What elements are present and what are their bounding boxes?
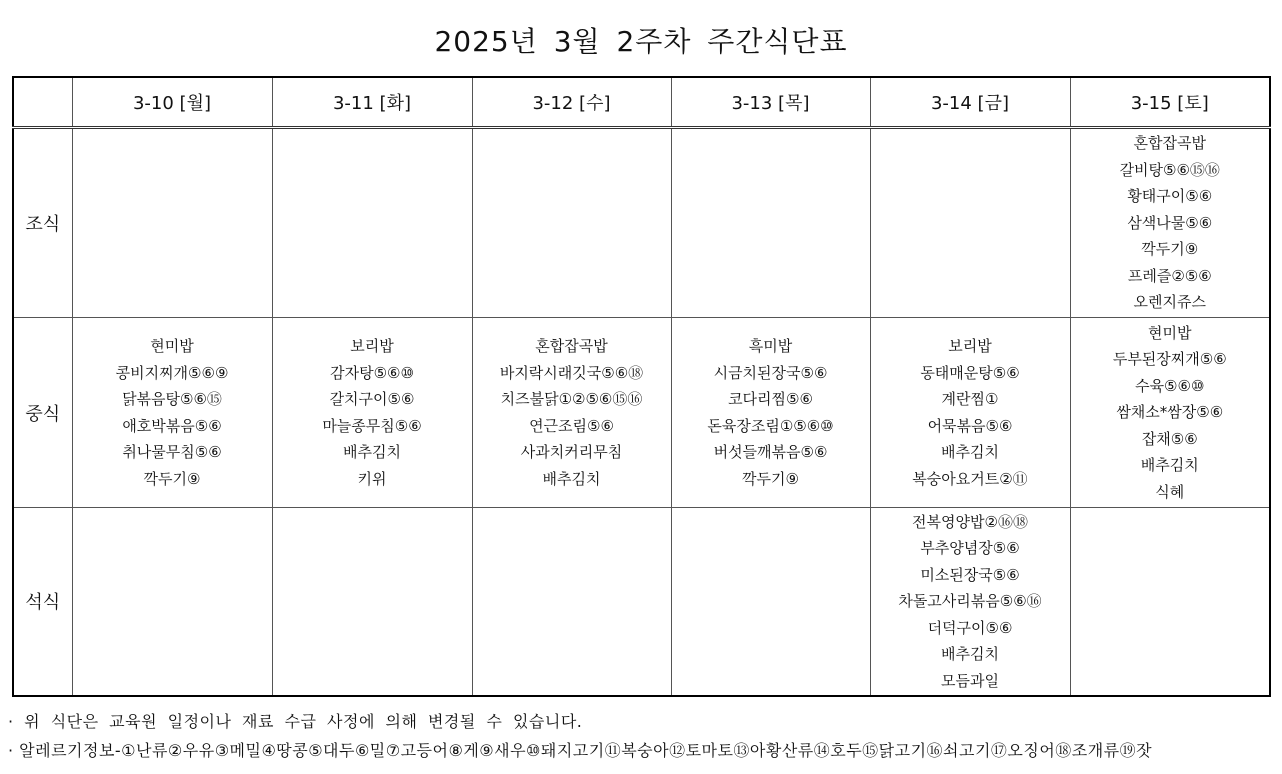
menu-cell xyxy=(72,508,272,696)
corner-cell xyxy=(13,77,72,128)
menu-item: 혼합잡곡밥 xyxy=(535,337,608,355)
menu-item: 오렌지쥬스 xyxy=(1133,293,1206,312)
menu-item: 연근조림⑤⑥ xyxy=(529,416,614,435)
meal-row-lunch xyxy=(13,318,1270,508)
menu-cell xyxy=(671,508,870,696)
menu-cell xyxy=(72,128,272,318)
day-header: 3-12 [수] xyxy=(472,77,671,128)
menu-cell xyxy=(1070,318,1270,508)
menu-cell xyxy=(472,318,671,508)
menu-item: 깍두기⑨ xyxy=(1141,240,1199,259)
menu-cell xyxy=(472,128,671,318)
menu-item: 취나물무침⑤⑥ xyxy=(122,443,222,461)
menu-item: 키위 xyxy=(357,469,387,488)
menu-item: 깍두기⑨ xyxy=(742,469,799,488)
menu-item: 마늘종무침⑤⑥ xyxy=(322,416,422,435)
day-header: 3-10 [월] xyxy=(72,77,272,128)
day-header: 3-11 [화] xyxy=(272,77,472,128)
menu-item: 애호박볶음⑤⑥ xyxy=(122,416,222,435)
menu-item: 차돌고사리볶음⑤⑥⑯ xyxy=(898,592,1042,610)
menu-item: 닭볶음탕⑤⑥⑮ xyxy=(122,390,222,408)
menu-cell xyxy=(1070,128,1270,318)
day-header: 3-13 [목] xyxy=(671,77,870,128)
menu-cell xyxy=(272,508,472,696)
header-row xyxy=(13,77,1270,128)
menu-item: 삼색나물⑤⑥ xyxy=(1127,213,1213,232)
menu-item: 배추김치 xyxy=(1140,456,1199,475)
menu-cell xyxy=(72,318,272,508)
menu-item: 갈비탕⑤⑥⑮⑯ xyxy=(1119,160,1220,179)
menu-item: 식혜 xyxy=(1155,482,1185,501)
menu-cell xyxy=(671,318,870,508)
menu-item: 현미밥 xyxy=(150,337,194,355)
menu-item: 감자탕⑤⑥⑩ xyxy=(330,363,414,382)
meal-label: 조식 xyxy=(13,128,72,318)
menu-item: 보리밥 xyxy=(350,337,394,355)
day-header: 3-15 [토] xyxy=(1070,77,1270,128)
day-header: 3-14 [금] xyxy=(870,77,1070,128)
menu-cell xyxy=(870,318,1070,508)
menu-item: 배추김치 xyxy=(343,443,401,461)
menu-item: 황태구이⑤⑥ xyxy=(1127,187,1213,206)
menu-item: 시금치된장국⑤⑥ xyxy=(713,363,828,382)
menu-item: 수육⑤⑥⑩ xyxy=(1135,376,1205,395)
notes xyxy=(8,707,1152,765)
menu-item: 혼합잡곡밥 xyxy=(1133,134,1206,153)
menu-item: 갈치구이⑤⑥ xyxy=(329,390,415,408)
menu-item: 전복영양밥②⑯⑱ xyxy=(912,512,1028,531)
meal-label: 석식 xyxy=(13,508,72,696)
menu-item: 잡채⑤⑥ xyxy=(1141,429,1198,448)
menu-item: 사과치커리무침 xyxy=(520,443,623,461)
menu-item: 코다리찜⑤⑥ xyxy=(728,390,813,408)
menu-item: 바지락시래깃국⑤⑥⑱ xyxy=(499,363,644,382)
menu-item: 계란찜① xyxy=(941,390,999,408)
note-schedule-change: · 위 식단은 교육원 일정이나 재료 수급 사정에 의해 변경될 수 있습니다. xyxy=(8,712,583,731)
meal-row-breakfast xyxy=(13,128,1270,318)
menu-item: 흑미밥 xyxy=(748,337,793,355)
menu-item: 동태매운탕⑤⑥ xyxy=(920,363,1020,382)
menu-item: 쌈채소*쌈장⑤⑥ xyxy=(1116,403,1224,422)
menu-item: 배추김치 xyxy=(941,443,999,461)
meal-row-dinner xyxy=(13,508,1270,696)
menu-item: 치즈불닭①②⑤⑥⑮⑯ xyxy=(500,390,643,408)
menu-cell xyxy=(671,128,870,318)
weekly-menu-table xyxy=(12,76,1271,697)
page-title: 2025년 3월 2주차 주간식단표 xyxy=(434,25,848,58)
menu-cell xyxy=(272,318,472,508)
menu-item: 콩비지찌개⑤⑥⑨ xyxy=(115,363,229,382)
menu-cell xyxy=(870,128,1070,318)
menu-cell xyxy=(472,508,671,696)
menu-item: 두부된장찌개⑤⑥ xyxy=(1112,350,1227,369)
menu-item: 현미밥 xyxy=(1148,323,1192,342)
meal-label: 중식 xyxy=(13,318,72,508)
menu-item: 부추양념장⑤⑥ xyxy=(920,539,1020,557)
menu-item: 돈육장조림①⑤⑥⑩ xyxy=(707,416,834,435)
menu-item: 깍두기⑨ xyxy=(143,469,201,488)
menu-cell xyxy=(870,508,1070,696)
menu-item: 배추김치 xyxy=(542,469,601,488)
menu-item: 배추김치 xyxy=(941,645,999,663)
menu-item: 모듬과일 xyxy=(941,671,999,690)
menu-item: 버섯들깨볶음⑤⑥ xyxy=(713,443,828,461)
menu-cell xyxy=(272,128,472,318)
menu-item: 복숭아요거트②⑪ xyxy=(912,469,1028,488)
menu-item: 프레즐②⑤⑥ xyxy=(1127,266,1212,285)
menu-cell xyxy=(1070,508,1270,696)
menu-item: 더덕구이⑤⑥ xyxy=(927,618,1013,637)
menu-item: 보리밥 xyxy=(948,337,992,355)
note-allergy-info: · 알레르기정보-①난류②우유③메밀④땅콩⑤대두⑥밀⑦고등어⑧게⑨새우⑩돼지고기⑪복숭아⑫토마토⑬아황산류⑭호두⑮닭고기⑯쇠고기⑰오징어⑱조개류⑲잣 xyxy=(8,741,1153,760)
menu-item: 미소된장국⑤⑥ xyxy=(920,565,1020,584)
menu-item: 어묵볶음⑤⑥ xyxy=(927,416,1013,435)
